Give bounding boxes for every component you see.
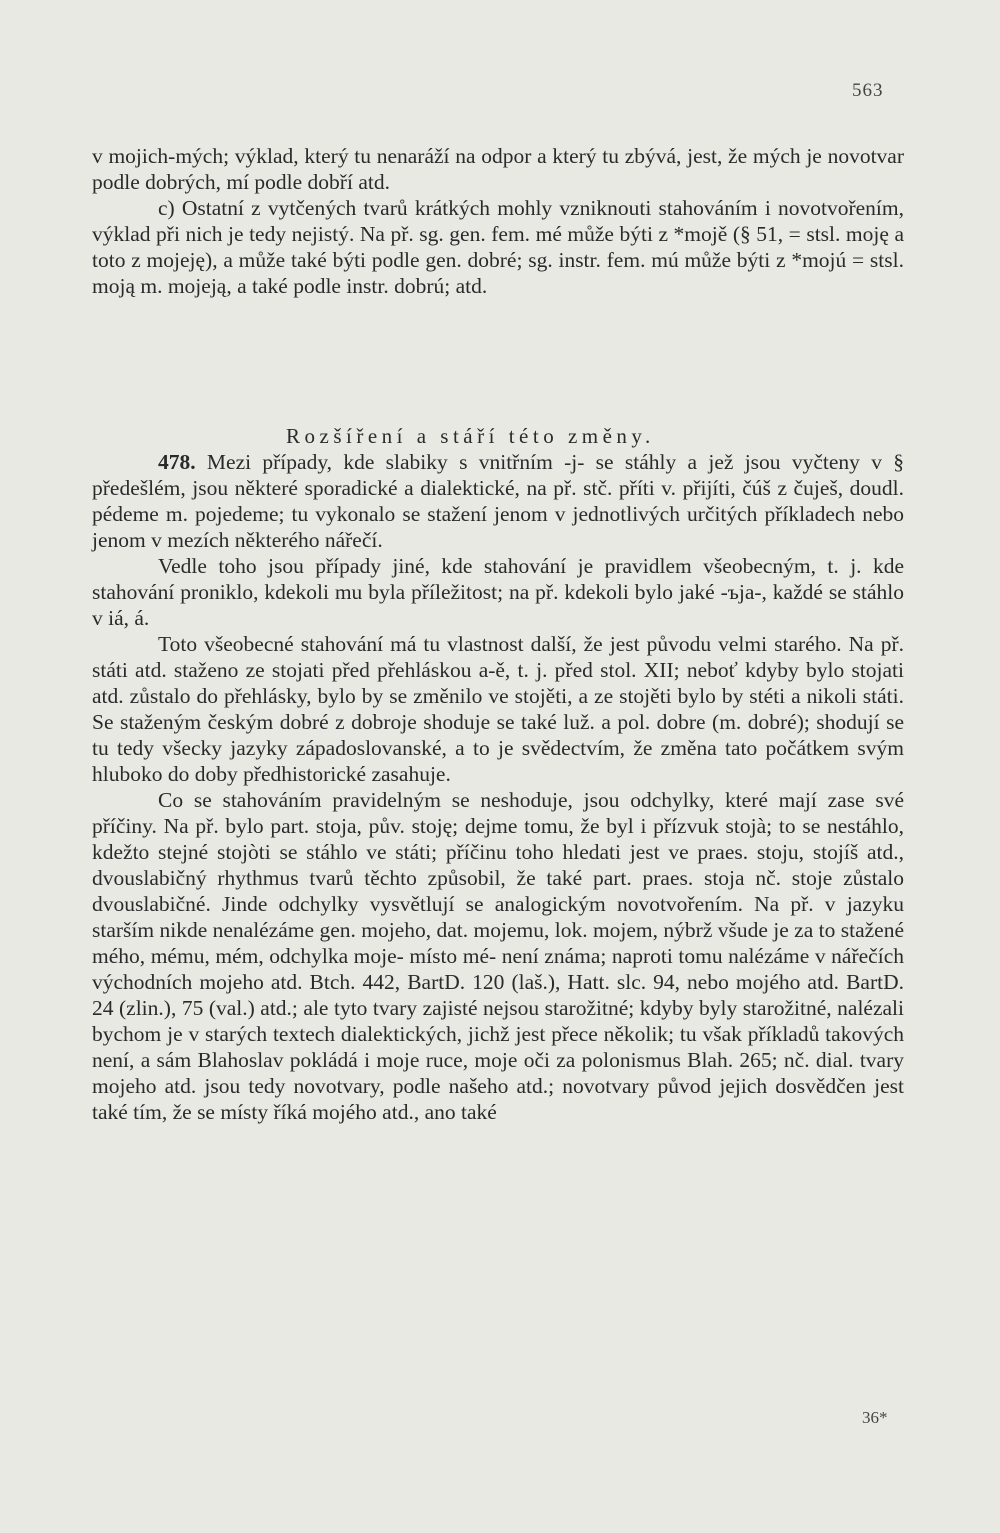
section-text-block	[92, 449, 904, 1125]
section-heading: Rozšíření a stáří této změny.	[286, 424, 655, 448]
paragraph-c: c) Ostatní z vytčených tvarů krátkých mohly vzniknouti stahováním i novotvořením, výklad při nich je tedy nejistý. Na př. sg. gen. fem. mé může býti z *mojě (§ 51, = stsl. moję a toto z mojeję), a může také býti podle gen. dobré; sg. instr. fem. mú může býti z *mojú = stsl. moją m. mojeją, a také podle instr. dobrú; atd.	[92, 196, 904, 298]
paragraph-continuation: v mojich-mých; výklad, který tu nenaráží na odpor a který tu zbývá, jest, že mých je novotvar podle dobrých, mí podle dobří atd.	[92, 144, 904, 194]
paragraph-478	[92, 449, 904, 553]
signature-mark: 36*	[862, 1408, 888, 1427]
top-text-block	[92, 143, 904, 299]
page-number: 563	[852, 80, 884, 101]
paragraph-number: 478.	[158, 450, 196, 474]
paragraph-deviations: Co se stahováním pravidelným se neshoduje, jsou odchylky, které mají zase své příčiny. Na př. bylo part. stoja, pův. stoję; dejme tomu, že byl i přízvuk stojà; to se nestáhlo, kdežto stejné stojòti se stáhlo ve státi; příčinu toho hledati jest ve praes. stoju, stojíš atd., dvouslabičný rhythmus tvarů těchto způsobil, že také part. praes. stoja nč. stoje zůstalo dvouslabičné. Jinde odchylky vysvětlují se analogickým novotvořením. Na př. v jazyku starším nikde nenalézáme gen. mojeho, dat. mojemu, lok. mojem, nýbrž všude je za to stažené mého, mému, mém, odchylka moje- místo mé- není známa; naproti tomu nalézáme v nářečích východních mojeho atd. Btch. 442, BartD. 120 (laš.), Hatt. slc. 94, nebo mojého atd. BartD. 24 (zlin.), 75 (val.) atd.; ale tyto tvary zajisté nejsou starožitné; kdyby byly starožitné, nalézali bychom je v starých textech dialektických, jichž jest přece několik; tu však příkladů takových není, a sám Blahoslav pokládá i moje ruce, moje oči za polonismus Blah. 265; nč. dial. tvary mojeho atd. jsou tedy novotvary, podle našeho atd.; novotvary původ jejich dosvědčen jest také tím, že se místy říká mojého atd., ano také	[92, 788, 904, 1124]
paragraph-478-text: Mezi případy, kde slabiky s vnitřním -j- se stáhly a jež jsou vyčteny v § předešlém, jsou některé sporadické a dialektické, na př. stč. příti v. přijíti, čúš z čuješ, doudl. pédeme m. pojedeme; tu vykonalo se stažení jenom v jednotlivých určitých příkladech nebo jenom v mezích některého nářečí.	[92, 450, 904, 552]
paragraph-general-contraction: Vedle toho jsou případy jiné, kde stahování je pravidlem všeobecným, t. j. kde stahování proniklo, kdekoli mu byla příležitost; na př. kdekoli bylo jaké -ъja-, každé se stáhlo v iá, á.	[92, 554, 904, 630]
paragraph-age-of-change: Toto všeobecné stahování má tu vlastnost další, že jest původu velmi starého. Na př. státi atd. staženo ze stojati před přehláskou a-ě, t. j. před stol. XII; neboť kdyby bylo stojati atd. zůstalo do přehlásky, bylo by se změnilo ve stojěti, a ze stojěti bylo by stéti a nikoli státi. Se staženým českým dobré z dobroje shoduje se také luž. a pol. dobre (m. dobré); shodují se tu tedy všecky jazyky západoslovanské, a to je svědectvím, že změna tato počátkem svým hluboko do doby předhistorické zasahuje.	[92, 632, 904, 786]
